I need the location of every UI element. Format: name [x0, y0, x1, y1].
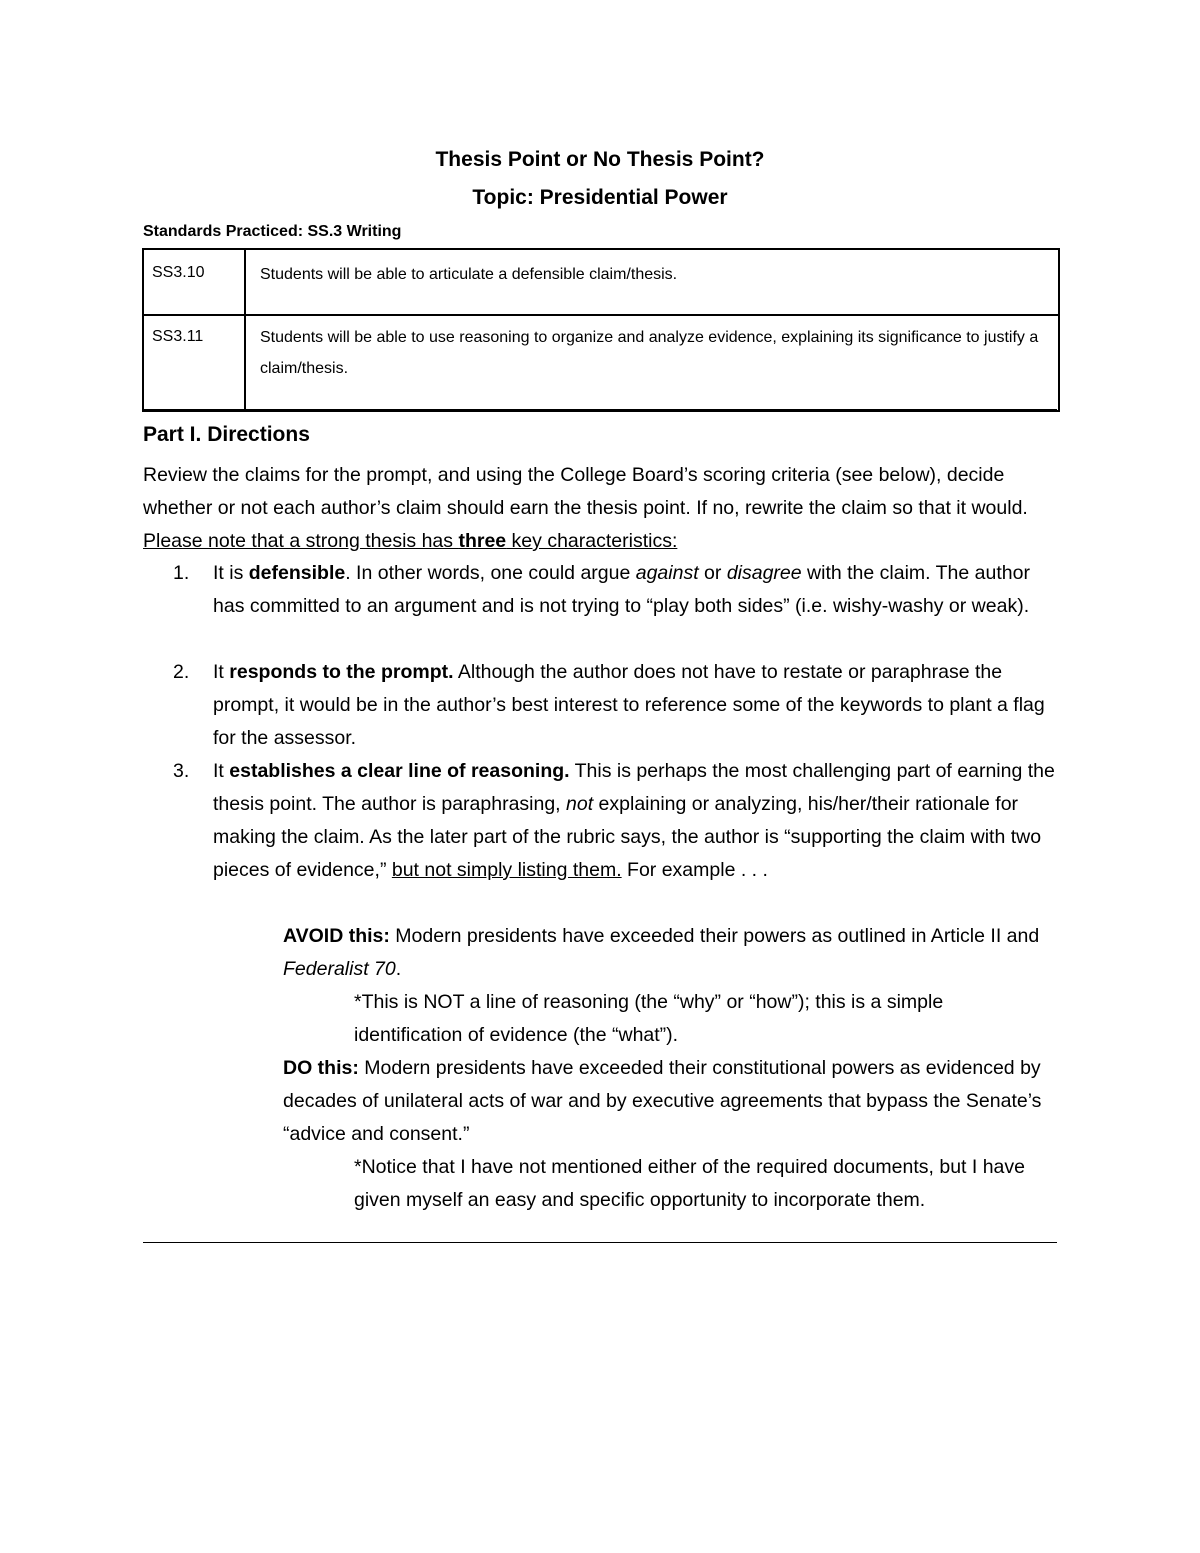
section-heading: Part I. Directions [143, 423, 310, 446]
directions-paragraph [143, 459, 1063, 558]
standard-code: SS3.11 [143, 315, 245, 411]
avoid-text: Modern presidents have exceeded their powers as outlined in Article II and [389, 925, 1040, 947]
avoid-italic: Federalist 70 [283, 958, 396, 980]
item-bold: defensible [248, 562, 346, 584]
list-item-content [213, 656, 1063, 755]
document-title: Thesis Point or No Thesis Point? [435, 148, 765, 171]
item-italic: against [635, 562, 699, 584]
item-text: with the claim. The author has committed to an argument and is not trying to “play both sides” (i.e. wishy-washy or weak). [213, 562, 1030, 617]
table-row [143, 249, 1059, 315]
standard-description: Students will be able to use reasoning to organize and analyze evidence, explaining its significance to justify a claim/thesis. [245, 315, 1059, 411]
list-item [173, 557, 1063, 623]
item-text: explaining or analyzing, his/her/their rationale for making the claim. As the later part of the rubric says, the author is “supporting the claim with two pieces of evidence,” [213, 793, 1042, 881]
list-item [173, 656, 1063, 755]
note-post: key characteristics: [506, 530, 678, 552]
divider [143, 1242, 1057, 1243]
avoid-label: AVOID this: [283, 925, 390, 947]
item-bold: responds to the prompt. [229, 661, 454, 683]
standard-code: SS3.10 [143, 249, 245, 315]
item-text: This is perhaps the most challenging part of earning the thesis point. The author is paraphrasing, [213, 760, 1055, 815]
item-text: or [698, 562, 727, 584]
item-lead: It is [213, 562, 249, 584]
list-item-content [213, 755, 1063, 887]
item-italic: not [566, 793, 594, 815]
do-note: *Notice that I have not mentioned either of the required documents, but I have given myself an easy and specific opportunity to incorporate them. [354, 1156, 1025, 1211]
item-underlined: but not simply listing them. [391, 859, 622, 881]
divider [143, 409, 1057, 411]
item-text: For example . . . [621, 859, 768, 881]
table-row [143, 315, 1059, 411]
note-underlined [143, 530, 677, 552]
directions-text: Review the claims for the prompt, and using the College Board’s scoring criteria (see below), decide whether or not each author’s claim should earn the thesis point. If no, rewrite the claim so that it would. [143, 464, 1028, 519]
list-number: 3. [173, 760, 190, 782]
item-italic: disagree [726, 562, 802, 584]
do-example [283, 1052, 1073, 1151]
standards-label: Standards Practiced: SS.3 Writing [143, 223, 402, 240]
item-text: Although the author does not have to restate or paraphrase the prompt, it would be in the author’s best interest to reference some of the keywords to plant a flag for the assessor. [213, 661, 1045, 749]
avoid-text-end: . [395, 958, 402, 980]
document-topic: Topic: Presidential Power [472, 186, 728, 209]
item-lead: It [213, 760, 230, 782]
standards-table [142, 248, 1060, 412]
avoid-example [283, 920, 1073, 986]
avoid-note: *This is NOT a line of reasoning (the “why” or “how”); this is a simple identification of evidence (the “what”). [354, 991, 944, 1046]
standard-description: Students will be able to articulate a defensible claim/thesis. [245, 249, 1059, 315]
list-number: 2. [173, 661, 190, 683]
do-label: DO this: [283, 1057, 359, 1079]
item-lead: It [213, 661, 230, 683]
list-item-content [213, 557, 1063, 623]
list-number: 1. [173, 562, 190, 584]
do-text: Modern presidents have exceeded their constitutional powers as evidenced by decades of unilateral acts of war and by executive agreements that bypass the Senate’s “advice and consent.” [283, 1057, 1042, 1145]
list-item [173, 755, 1063, 887]
item-bold: establishes a clear line of reasoning. [229, 760, 570, 782]
note-bold: three [458, 530, 507, 552]
note-pre: Please note that a strong thesis has [143, 530, 459, 552]
item-text: . In other words, one could argue [345, 562, 636, 584]
